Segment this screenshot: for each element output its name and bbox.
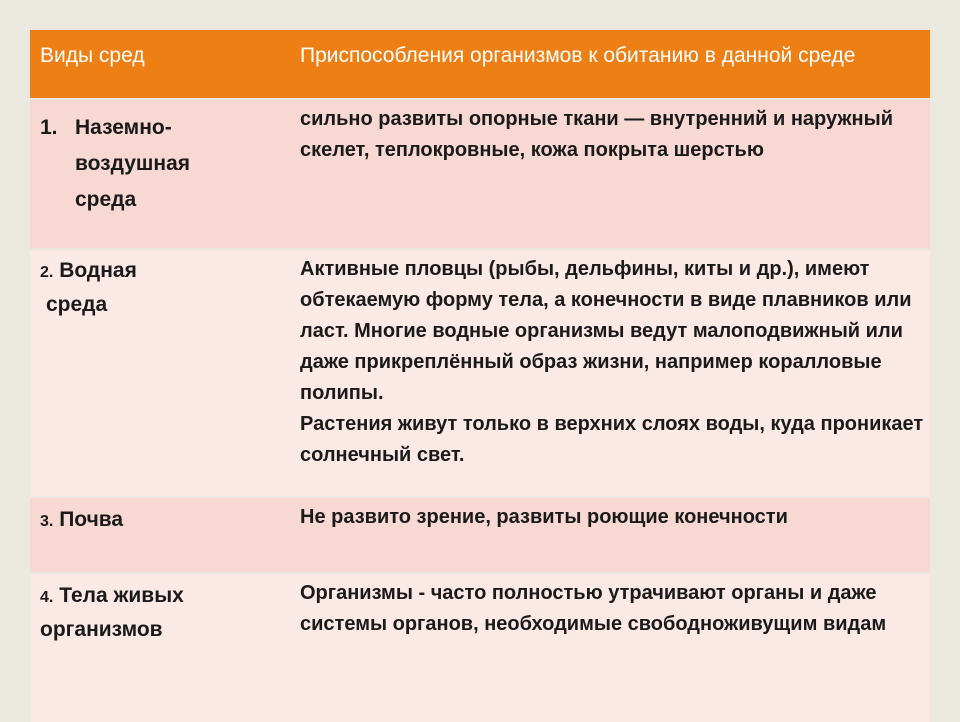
environment-cell (30, 498, 260, 572)
environment-cell (30, 250, 260, 496)
adaptation-text: Активные пловцы (рыбы, дельфины, киты и др.), имеют обтекаемую форму тела, а конечности в виде плавников или ласт. Многие водные организмы ведут малоподвижный или даже прикреплённый образ жизни, например коралловые полипы. Растения живут только в верхних слоях воды, куда проникает солнечный свет. (300, 258, 924, 466)
adaptation-text: Организмы - часто полностью утрачивают органы и даже системы органов, необходимые свободноживущим видам (300, 582, 887, 635)
header-environment-label: Виды сред (40, 44, 145, 67)
row-number: 4. (40, 589, 54, 606)
environment-cell (30, 574, 260, 722)
adaptation-cell (262, 100, 930, 248)
header-cell-environment (30, 30, 260, 98)
row-number: 1. (40, 116, 58, 139)
table-row (30, 250, 930, 496)
environment-name: Наземно- воздушная среда (75, 116, 191, 211)
table-row (30, 574, 930, 722)
environment-name: 4. Тела живых организмов (40, 584, 184, 641)
adaptation-cell (262, 498, 930, 572)
header-adaptations-label: Приспособления организмов к обитанию в данной среде (300, 44, 856, 67)
environment-name: 2. Водная среда (40, 259, 137, 316)
environment-name: 3. Почва (40, 508, 124, 531)
table-header-row (30, 30, 930, 98)
habitat-table (30, 30, 930, 692)
table-row (30, 498, 930, 572)
adaptation-text: сильно развиты опорные ткани — внутренний и наружный скелет, теплокровные, кожа покрыта шерстью (300, 108, 893, 161)
row-number: 3. (40, 513, 54, 530)
adaptation-text: Не развито зрение, развиты роющие конечности (300, 506, 788, 528)
header-cell-adaptations (262, 30, 930, 98)
environment-cell (30, 100, 260, 248)
table-row (30, 100, 930, 248)
row-number: 2. (40, 264, 54, 281)
adaptation-cell (262, 574, 930, 722)
adaptation-cell (262, 250, 930, 496)
